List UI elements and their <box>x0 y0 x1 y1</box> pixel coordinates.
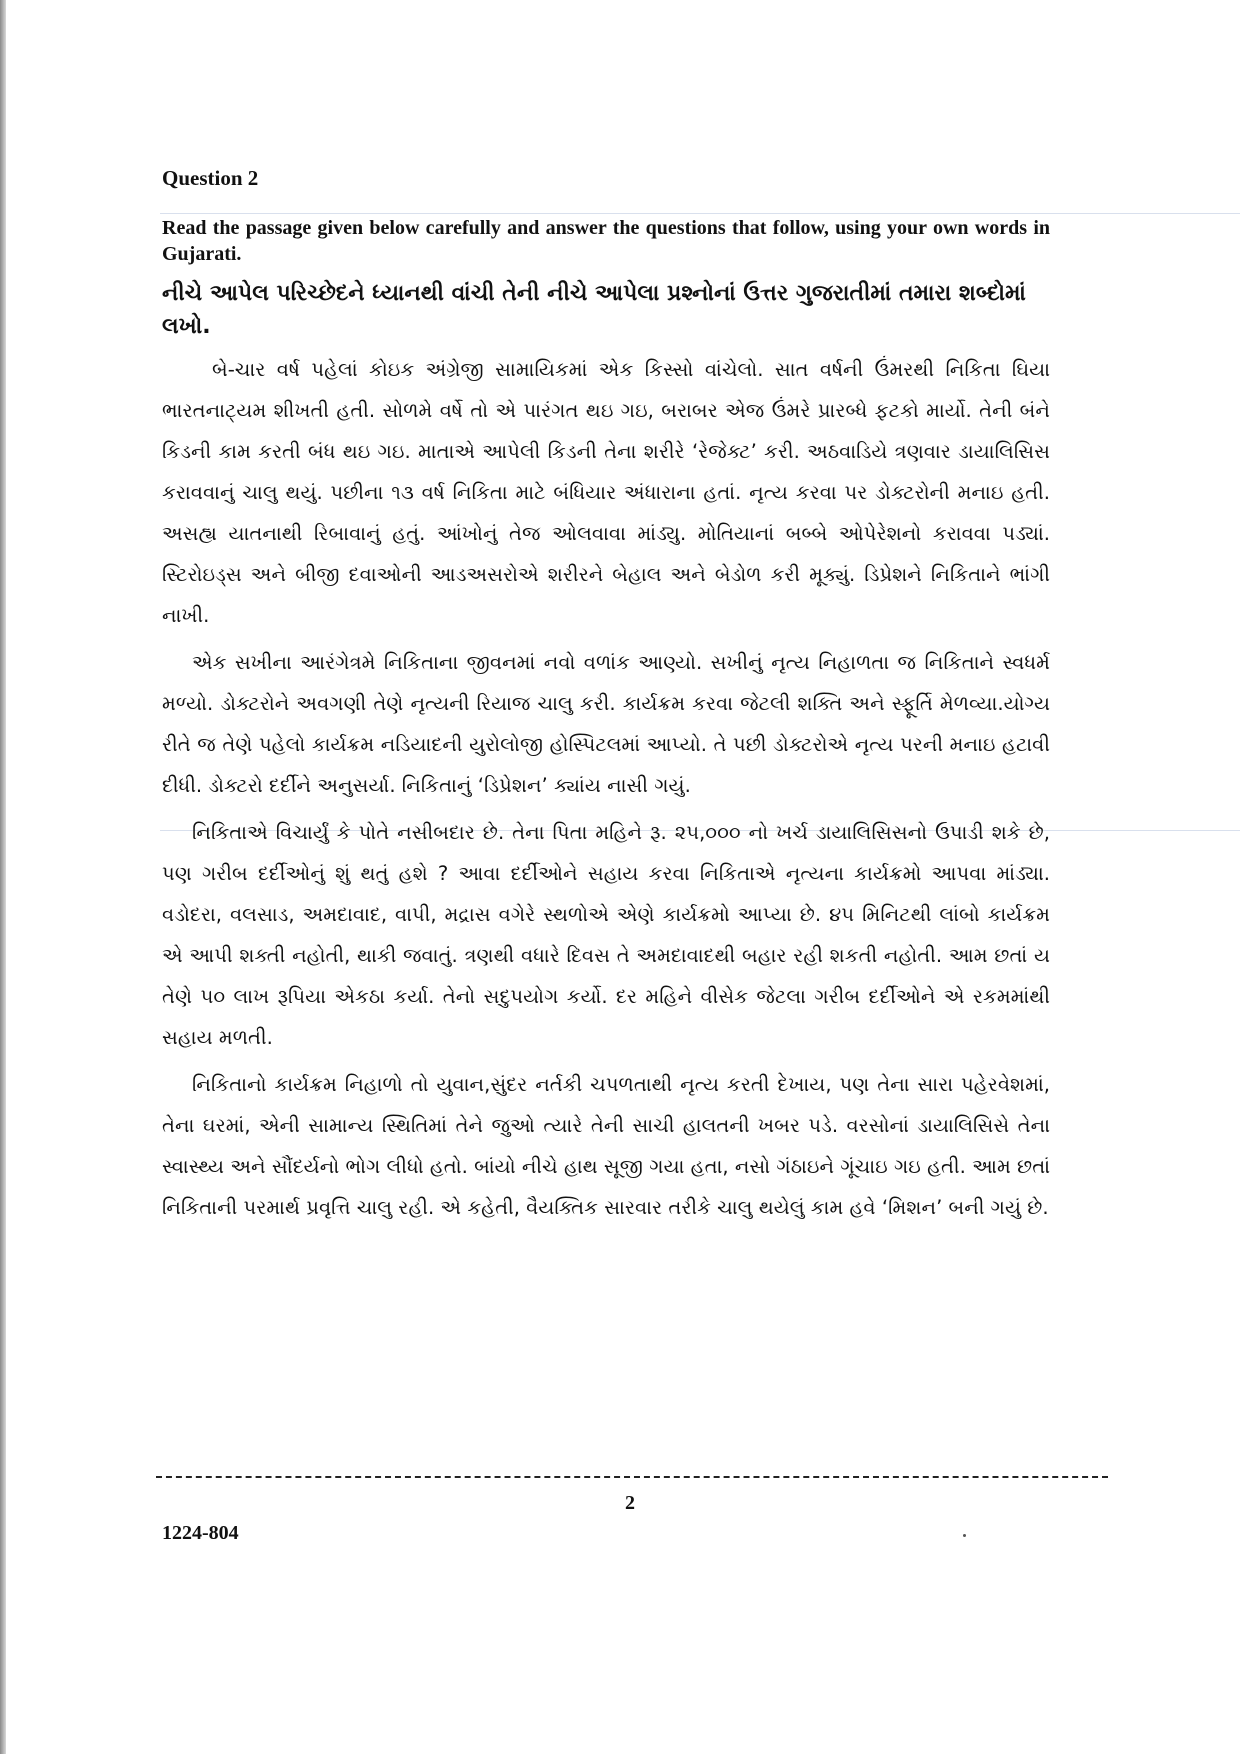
question-section <box>162 160 1050 1234</box>
passage <box>162 349 1050 1228</box>
paper-code: 1224-804 <box>162 1522 239 1544</box>
passage-paragraph: નિકિતાએ વિચાર્યું કે પોતે નસીબદાર છે. તેના પિતા મહિને રૂ. ૨૫,૦૦૦ નો ખર્ચ ડાયાલિસિસનો ઉપાડી શકે છે, પણ ગરીબ દર્દીઓનું શું થતું હશે ? આવા દર્દીઓને સહાય કરવા નિકિતાએ નૃત્યના કાર્યક્રમો આપવા માંડ્યા. વડોદરા, વલસાડ, અમદાવાદ, વાપી, મદ્રાસ વગેરે સ્થળોએ એણે કાર્યક્રમો આપ્યા છે. ૪૫ મિનિટથી લાંબો કાર્યક્રમ એ આપી શક્તી નહોતી, થાકી જવાતું. ત્રણથી વધારે દિવસ તે અમદાવાદથી બહાર રહી શકતી નહોતી. આમ છતાં ય તેણે ૫૦ લાખ રૂપિયા એકઠા કર્યા. તેનો સદુપયોગ કર્યો. દર મહિને વીસેક જેટલા ગરીબ દર્દીઓને એ રકમમાંથી સહાય મળતી. <box>162 821 1050 1049</box>
scan-page-edge <box>0 0 6 1754</box>
passage-paragraph: બે-ચાર વર્ષ પહેલાં કોઇક અંગ્રેજી સામાયિકમાં એક કિસ્સો વાંચેલો. સાત વર્ષની ઉંમરથી નિકિતા ઘિયા ભારતનાટ્યમ શીખતી હતી. સોળમે વર્ષે તો એ પારંગત થઇ ગઇ, બરાબર એજ ઉંમરે પ્રારબ્ધે ફટકો માર્યો. તેની બંને કિડની કામ કરતી બંધ થઇ ગઇ. માતાએ આપેલી કિડની તેના શરીરે ‘રેજેક્ટ’ કરી. અઠવાડિયે ત્રણવાર ડાયાલિસિસ કરાવવાનું ચાલુ થયું. પછીના ૧૩ વર્ષ નિકિતા માટે બંધિયાર અંધારાના હતાં. નૃત્ય કરવા પર ડોક્ટરોની મનાઇ હતી. અસહ્ય યાતનાથી રિબાવાનું હતું. આંખોનું તેજ ઓલવાવા માંડ્યુ. મોતિયાનાં બબ્બે ઓપેરેશનો કરાવવા પડ્યાં. સ્ટિરોઇડ્સ અને બીજી દવાઓની આડઅસરોએ શરીરને બેહાલ અને બેડોળ કરી મૂક્યું. ડિપ્રેશને નિકિતાને ભાંગી નાખી. <box>162 358 1050 627</box>
instruction-gujarati: નીચે આપેલ પરિચ્છેદને ધ્યાનથી વાંચી તેની નીચે આપેલા પ્રશ્નોનાં ઉત્તર ગુજરાતીમાં તમારા શબ્દોમાં લખો. <box>162 281 1026 339</box>
question-title: Question 2 <box>162 166 259 190</box>
scan-speck <box>963 1534 966 1537</box>
passage-paragraph: એક સખીના આરંગેત્રમે નિકિતાના જીવનમાં નવો વળાંક આણ્યો. સખીનું નૃત્ય નિહાળતા જ નિકિતાને સ્વધર્મ મળ્યો. ડોક્ટરોને અવગણી તેણે નૃત્યની રિયાજ ચાલુ કરી. કાર્યક્રમ કરવા જેટલી શક્તિ અને સ્ફૂર્તિ મેળવ્યા.યોગ્ય રીતે જ તેણે પહેલો કાર્યક્રમ નડિયાદની યુરોલોજી હોસ્પિટલમાં આપ્યો. તે પછી ડોક્ટરોએ નૃત્ય પરની મનાઇ હટાવી દીધી. ડોક્ટરો દર્દીને અનુસર્યા. નિકિતાનું ‘ડિપ્રેશન’ ક્યાંય નાસી ગયું. <box>162 651 1050 797</box>
passage-paragraph: નિકિતાનો કાર્યક્રમ નિહાળો તો યુવાન,સુંદર નર્તકી ચપળતાથી નૃત્ય કરતી દેખાય, પણ તેના સારા પહેરવેશમાં, તેના ઘરમાં, એની સામાન્ય સ્થિતિમાં તેને જુઓ ત્યારે તેની સાચી હાલતની ખબર પડે. વરસોનાં ડાયાલિસિસે તેના સ્વાસ્થ્ય અને સૌંદર્યનો ભોગ લીધો હતો. બાંયો નીચે હાથ સૂજી ગયા હતા, નસો ગંઠાઇને ગૂંચાઇ ગઇ હતી. આમ છતાં નિકિતાની પરમાર્થ પ્રવૃત્તિ ચાલુ રહી. એ કહેતી, વૈયક્તિક સારવાર તરીકે ચાલુ થયેલું કામ હવે ‘મિશન’ બની ગયું છે. <box>162 1073 1050 1219</box>
footer-divider <box>156 1476 1108 1478</box>
page-number: 2 <box>625 1492 635 1514</box>
instruction-english: Read the passage given below carefully and answer the questions that follow, using your own words in Gujarati. <box>162 217 1050 265</box>
